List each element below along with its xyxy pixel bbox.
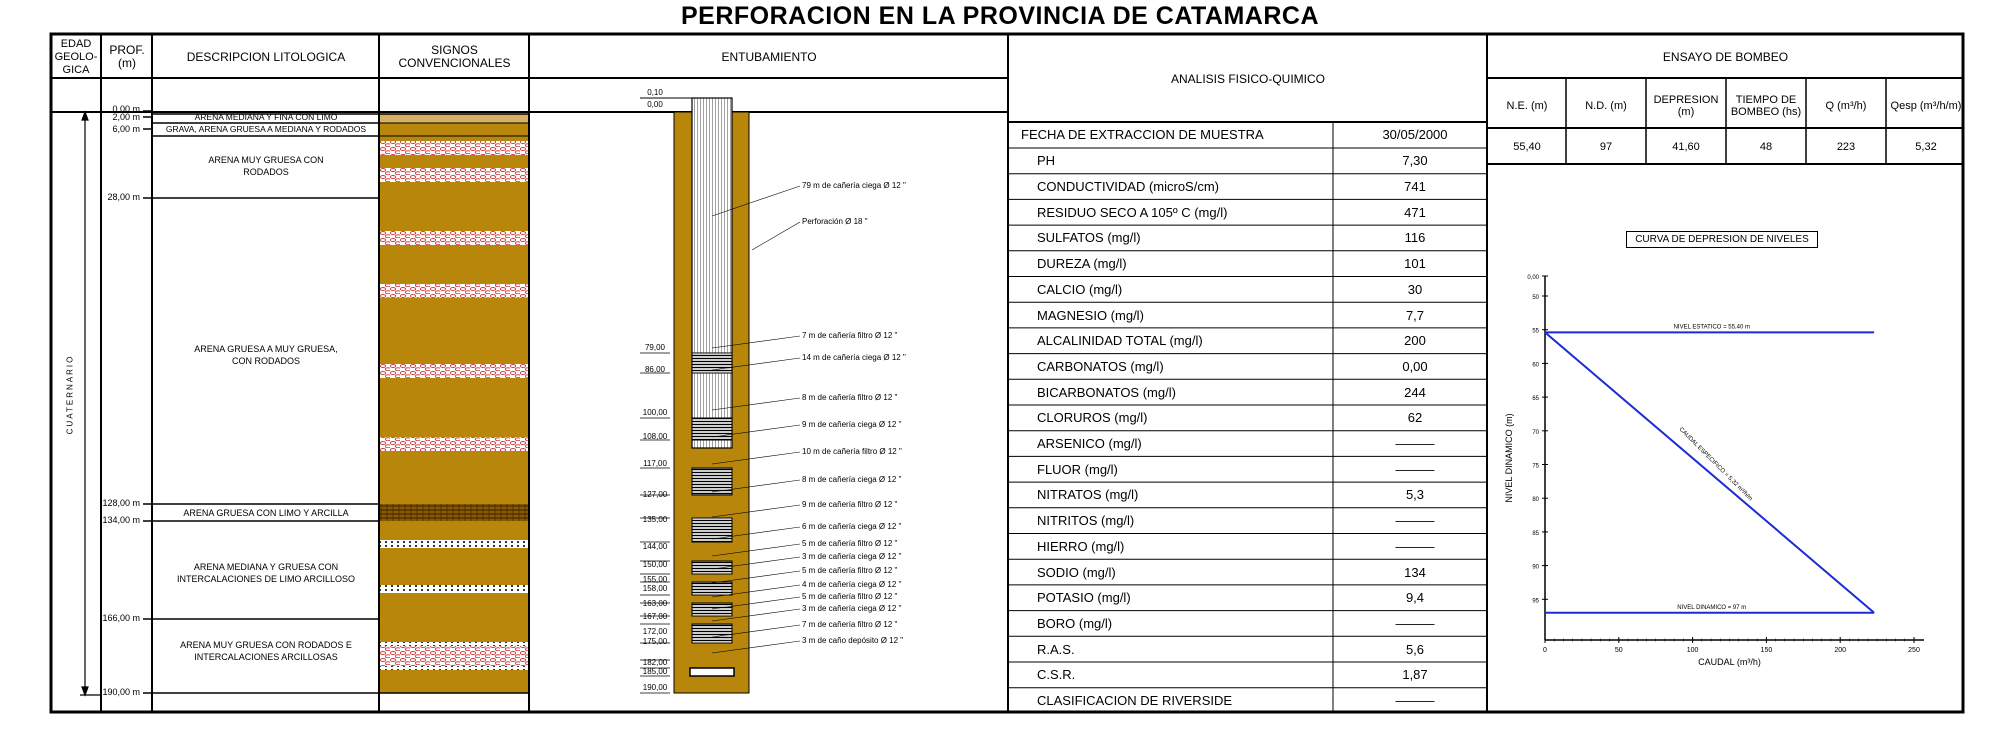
x-tick-label: 200 xyxy=(1834,647,1847,654)
sample-date-value: 30/05/2000 xyxy=(1382,127,1448,143)
chem-row xyxy=(1009,636,1486,662)
y-tick-label: 70 xyxy=(1532,429,1539,436)
casing-depth: 155,00 xyxy=(642,575,668,584)
chem-row xyxy=(1009,328,1486,354)
depth-label: 28,00 m xyxy=(107,192,140,202)
lithology-symbols xyxy=(380,114,528,693)
chem-row xyxy=(1009,354,1486,380)
header-signos: SIGNOS CONVENCIONALES xyxy=(398,43,511,70)
casing-label: 7 m de cañería filtro Ø 12 " xyxy=(802,331,898,340)
depth-label: 166,00 m xyxy=(102,613,140,623)
header-descripcion: DESCRIPCION LITOLOGICA xyxy=(186,49,346,64)
chem-value: 244 xyxy=(1404,384,1426,400)
chem-name: DUREZA (mg/l) xyxy=(1037,256,1127,272)
series-label: CAUDAL ESPECIFICO = 5,32 m³/h/m xyxy=(1677,426,1754,503)
pump-header: N.E. (m) xyxy=(1506,100,1548,112)
lithology-label: ARENA MUY GRUESA CON RODADOS E INTERCALACIONES ARCILLOSAS xyxy=(180,640,352,662)
chem-name: CLORUROS (mg/l) xyxy=(1037,410,1148,426)
casing-label: 4 m de cañería ciega Ø 12 " xyxy=(802,580,902,589)
casing-label: 14 m de cañería ciega Ø 12 " xyxy=(802,353,906,362)
depression-chart xyxy=(1504,275,1924,667)
y-tick-label: 65 xyxy=(1532,396,1539,403)
chem-name: BICARBONATOS (mg/l) xyxy=(1037,384,1176,400)
chem-row xyxy=(1009,482,1486,508)
chem-row xyxy=(1009,251,1486,277)
pump-value: 55,40 xyxy=(1513,141,1541,153)
chem-name: SULFATOS (mg/l) xyxy=(1037,230,1141,246)
casing-depth: 86,00 xyxy=(644,365,666,374)
casing-depth: 163,00 xyxy=(642,599,668,608)
casing-label: 5 m de cañería filtro Ø 12 " xyxy=(802,539,898,548)
y-axis-label: NIVEL DINAMICO (m) xyxy=(1504,413,1514,503)
chem-row xyxy=(1009,508,1486,534)
header-ensayo: ENSAYO DE BOMBEO xyxy=(1662,49,1789,64)
y-tick-label: 50 xyxy=(1532,295,1539,301)
header-prof: PROF. (m) xyxy=(109,43,145,70)
casing-depth: 117,00 xyxy=(643,459,667,468)
chem-row xyxy=(1009,534,1486,560)
casing-label: 7 m de cañería filtro Ø 12 " xyxy=(802,620,898,629)
chem-value: ——— xyxy=(1395,461,1435,477)
y-tick-label: 85 xyxy=(1532,530,1539,537)
chem-name: R.A.S. xyxy=(1037,641,1075,657)
x-axis-label: CAUDAL (m³/h) xyxy=(1698,657,1761,667)
casing-label: 8 m de cañería filtro Ø 12 " xyxy=(802,393,898,402)
chem-value: 741 xyxy=(1404,179,1426,195)
chem-name: ARSENICO (mg/l) xyxy=(1037,436,1142,452)
casing-depth: 182,00 xyxy=(642,658,668,667)
x-tick-label: 150 xyxy=(1760,647,1773,654)
casing-depth: 108,00 xyxy=(642,432,668,441)
chem-name: NITRITOS (mg/l) xyxy=(1037,513,1135,529)
chem-value: 101 xyxy=(1404,256,1426,272)
lithology-label: ARENA MUY GRUESA CON RODADOS xyxy=(208,155,324,177)
chem-name: HIERRO (mg/l) xyxy=(1037,538,1125,554)
chart-title: CURVA DE DEPRESION DE NIVELES xyxy=(1626,231,1818,248)
chem-value: 134 xyxy=(1404,564,1426,580)
header-analisis: ANALISIS FISICO-QUIMICO xyxy=(1170,71,1326,86)
chem-value: ——— xyxy=(1395,538,1435,554)
casing-depth: 144,00 xyxy=(642,542,668,551)
header-entubamiento: ENTUBAMIENTO xyxy=(721,49,817,64)
chem-name: RESIDUO SECO A 105º C (mg/l) xyxy=(1037,204,1228,220)
header-edad: EDAD GEOLO- GICA xyxy=(54,37,98,76)
y-tick-label: 80 xyxy=(1532,497,1539,504)
casing-depth: 135,00 xyxy=(642,515,668,524)
y-tick-label: 60 xyxy=(1532,362,1539,369)
chem-name: PH xyxy=(1037,153,1056,169)
chem-row xyxy=(1009,431,1486,457)
chem-value: 200 xyxy=(1404,333,1426,349)
sample-date-row xyxy=(1009,122,1486,148)
casing-depth: 0,00 xyxy=(647,100,663,109)
chem-name: C.S.R. xyxy=(1037,667,1076,683)
casing-label: 6 m de cañería ciega Ø 12 " xyxy=(802,522,902,531)
series-label: NIVEL DINAMICO = 97 m xyxy=(1677,604,1747,611)
y-tick-label: 55 xyxy=(1532,328,1539,335)
x-tick-label: 50 xyxy=(1614,647,1623,654)
chem-value: 7,7 xyxy=(1405,307,1425,323)
casing-label: 3 m de cañería ciega Ø 12 " xyxy=(802,552,902,561)
lithology-label: ARENA GRUESA A MUY GRUESA, CON RODADOS xyxy=(194,344,338,366)
chem-row xyxy=(1009,225,1486,251)
era-label: CUATERNARIO xyxy=(65,354,75,435)
casing-label: 3 m de caño depósito Ø 12 " xyxy=(802,636,904,645)
chart-series-line xyxy=(1545,332,1874,612)
lithology-label: ARENA GRUESA CON LIMO Y ARCILLA xyxy=(183,508,349,518)
casing-depth: 127,00 xyxy=(642,490,668,499)
y-tick-label: 0,00 xyxy=(1527,275,1539,281)
pump-header: Q (m³/h) xyxy=(1825,100,1867,112)
chem-name: CARBONATOS (mg/l) xyxy=(1037,358,1164,374)
chem-name: BORO (mg/l) xyxy=(1037,615,1113,631)
chem-value: 5,3 xyxy=(1405,487,1425,503)
casing-depth: 158,00 xyxy=(642,584,668,593)
chem-value: ——— xyxy=(1395,615,1435,631)
chem-name: CALCIO (mg/l) xyxy=(1037,281,1123,297)
pump-value: 48 xyxy=(1759,141,1773,153)
depth-label: 128,00 m xyxy=(102,498,140,508)
chem-name: MAGNESIO (mg/l) xyxy=(1037,307,1144,323)
chem-name: ALCALINIDAD TOTAL (mg/l) xyxy=(1037,333,1203,349)
chem-value: 7,30 xyxy=(1402,153,1428,169)
pump-header: DEPRESION (m) xyxy=(1653,94,1719,118)
casing-label: Perforación Ø 18 " xyxy=(802,217,868,226)
casing-depth: 167,00 xyxy=(642,612,668,621)
chem-value: ——— xyxy=(1395,513,1435,529)
leader-line xyxy=(752,222,800,250)
casing-depth: 79,00 xyxy=(644,343,666,352)
lithology-label: ARENA MEDIANA Y GRUESA CON INTERCALACIONES DE LIMO ARCILLOSO xyxy=(176,562,356,584)
pump-value: 97 xyxy=(1599,141,1613,153)
casing-label: 3 m de cañería ciega Ø 12 " xyxy=(802,604,902,613)
chem-value: 0,00 xyxy=(1402,358,1428,374)
chem-value: 9,4 xyxy=(1405,590,1425,606)
chem-row xyxy=(1009,174,1486,200)
lithology-label: ARENA MEDIANA Y FINA CON LIMO xyxy=(194,112,338,122)
casing-depth: 100,00 xyxy=(642,408,668,417)
casing-label: 8 m de cañería ciega Ø 12 " xyxy=(802,475,902,484)
chem-row xyxy=(1009,585,1486,611)
layer-boundaries xyxy=(152,114,379,693)
y-tick-label: 90 xyxy=(1532,564,1539,571)
y-tick-label: 95 xyxy=(1532,598,1539,605)
x-tick-label: 0 xyxy=(1543,647,1547,654)
chem-value: 1,87 xyxy=(1402,667,1428,683)
chem-row xyxy=(1009,302,1486,328)
chem-value: 116 xyxy=(1404,230,1426,246)
pump-header: Qesp (m³/h/m) xyxy=(1890,100,1962,112)
casing-depth: 150,00 xyxy=(642,560,668,569)
chem-value: ——— xyxy=(1395,436,1435,452)
chem-name: CLASIFICACION DE RIVERSIDE xyxy=(1037,693,1233,709)
casing-label: 10 m de cañería filtro Ø 12 " xyxy=(802,447,902,456)
pump-value: 223 xyxy=(1836,141,1856,153)
casing-label: 5 m de cañería filtro Ø 12 " xyxy=(802,566,898,575)
chem-value: 62 xyxy=(1407,410,1423,426)
chem-row xyxy=(1009,662,1486,688)
casing-label: 79 m de cañería ciega Ø 12 " xyxy=(802,181,906,190)
casing-depth: 175,00 xyxy=(642,637,668,646)
depth-label: 6,00 m xyxy=(112,124,140,134)
chem-value: 5,6 xyxy=(1405,641,1425,657)
chem-row xyxy=(1009,199,1486,225)
casing-label: 9 m de cañería filtro Ø 12 " xyxy=(802,500,898,509)
chem-row xyxy=(1009,456,1486,482)
chem-name: NITRATOS (mg/l) xyxy=(1037,487,1139,503)
chem-value: 30 xyxy=(1407,281,1423,297)
pump-header: N.D. (m) xyxy=(1585,100,1627,112)
y-tick-label: 75 xyxy=(1532,463,1539,470)
depth-label: 190,00 m xyxy=(102,687,140,697)
casing-label: 5 m de cañería filtro Ø 12 " xyxy=(802,592,898,601)
lithology-label: GRAVA, ARENA GRUESA A MEDIANA Y RODADOS xyxy=(165,124,367,134)
casing-depth: 172,00 xyxy=(642,627,668,636)
chem-row xyxy=(1009,559,1486,585)
page-title: PERFORACION EN LA PROVINCIA DE CATAMARCA xyxy=(680,2,1320,30)
x-tick-label: 100 xyxy=(1686,647,1699,654)
pump-header: TIEMPO DE BOMBEO (hs) xyxy=(1730,94,1802,118)
chem-row xyxy=(1009,379,1486,405)
pump-value: 5,32 xyxy=(1915,141,1937,153)
chem-row xyxy=(1009,405,1486,431)
casing-label: 9 m de cañería ciega Ø 12 " xyxy=(802,420,902,429)
depth-label: 0,00 m xyxy=(112,104,140,114)
series-label: NIVEL ESTATICO = 55,40 m xyxy=(1673,324,1750,331)
x-tick-label: 250 xyxy=(1908,647,1920,654)
chem-value: ——— xyxy=(1395,693,1435,709)
sample-date-label: FECHA DE EXTRACCION DE MUESTRA xyxy=(1021,127,1264,143)
casing-depth: 0,10 xyxy=(647,88,663,97)
chem-name: POTASIO (mg/l) xyxy=(1037,590,1131,606)
chem-row xyxy=(1009,688,1486,714)
depth-label: 2,00 m xyxy=(112,112,140,122)
chem-name: FLUOR (mg/l) xyxy=(1037,461,1118,477)
casing-depth: 185,00 xyxy=(642,667,668,676)
chem-row xyxy=(1009,611,1486,637)
casing-depth: 190,00 xyxy=(642,683,668,692)
chem-row xyxy=(1009,148,1486,174)
chem-row xyxy=(1009,277,1486,303)
depth-label: 134,00 m xyxy=(102,515,140,525)
chem-name: CONDUCTIVIDAD (microS/cm) xyxy=(1037,179,1219,195)
pump-value: 41,60 xyxy=(1672,141,1700,153)
chem-name: SODIO (mg/l) xyxy=(1037,564,1116,580)
chem-value: 471 xyxy=(1404,204,1426,220)
